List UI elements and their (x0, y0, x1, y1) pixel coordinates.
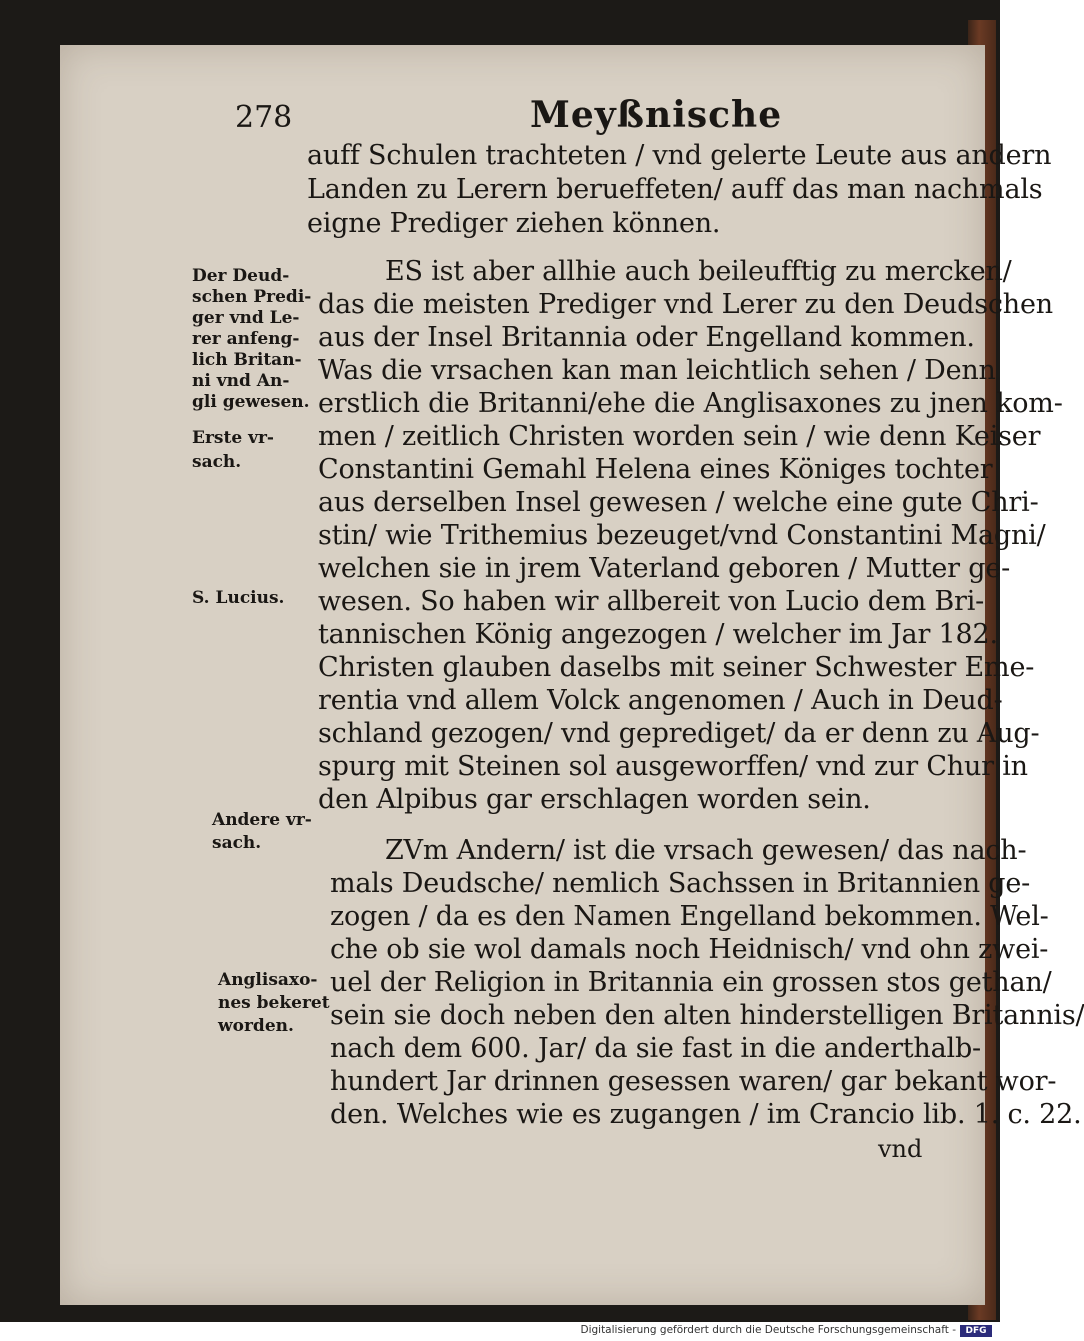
body-line: ZVm Andern/ ist die vrsach gewesen/ das nach- (385, 835, 1027, 866)
body-line: den. Welches wie es zugangen / im Crancio lib. 1. c. 22. (330, 1099, 1082, 1130)
margin-note-line: rer anfeng- (192, 329, 300, 349)
body-line: hundert Jar drinnen gesessen waren/ gar bekant wor- (330, 1066, 1057, 1097)
running-head: Meyßnische (530, 94, 783, 136)
body-line: ES ist aber allhie auch beileufftig zu mercken/ (385, 256, 1012, 287)
margin-note-line: lich Britan- (192, 350, 302, 370)
body-line: Christen glauben daselbs mit seiner Schwester Eme- (318, 652, 1035, 683)
body-line: auff Schulen trachteten / vnd gelerte Leute aus andern (307, 140, 1052, 171)
margin-note-line: Andere vr- (212, 810, 312, 830)
margin-note-line: Der Deud- (192, 266, 290, 286)
margin-note-line: nes bekeret (218, 993, 330, 1013)
margin-note-line: worden. (218, 1016, 294, 1036)
body-line: stin/ wie Trithemius bezeuget/vnd Constantini Magni/ (318, 520, 1046, 551)
catchword: vnd (878, 1135, 923, 1163)
margin-note-line: sach. (212, 833, 262, 853)
body-line: eigne Prediger ziehen können. (307, 208, 721, 239)
margin-note-line: ni vnd An- (192, 371, 290, 391)
body-line: den Alpibus gar erschlagen worden sein. (318, 784, 871, 815)
body-line: aus der Insel Britannia oder Engelland kommen. (318, 322, 975, 353)
footer-credit: Digitalisierung gefördert durch die Deutsche Forschungsgemeinschaft - (580, 1324, 956, 1336)
body-line: erstlich die Britanni/ehe die Anglisaxones zu jnen kom- (318, 388, 1063, 419)
margin-note-line: S. Lucius. (192, 588, 285, 608)
body-line: men / zeitlich Christen worden sein / wie denn Keiser (318, 421, 1041, 452)
margin-note-line: schen Predi- (192, 287, 312, 307)
body-line: Constantini Gemahl Helena eines Königes tochter (318, 454, 993, 485)
body-line: sein sie doch neben den alten hinderstelligen Britannis/ (330, 1000, 1084, 1031)
body-line: mals Deudsche/ nemlich Sachssen in Britannien ge- (330, 868, 1031, 899)
body-line: spurg mit Steinen sol ausgeworffen/ vnd zur Chur in (318, 751, 1028, 782)
margin-note-line: ger vnd Le- (192, 308, 300, 328)
margin-note-line: gli gewesen. (192, 392, 310, 412)
body-line: uel der Religion in Britannia ein grossen stos gethan/ (330, 967, 1052, 998)
body-line: zogen / da es den Namen Engelland bekommen. Wel- (330, 901, 1049, 932)
margin-note-line: Erste vr- (192, 428, 274, 448)
body-line: Landen zu Lerern berueffeten/ auff das man nachmals (307, 174, 1043, 205)
body-line: che ob sie wol damals noch Heidnisch/ vnd ohn zwei- (330, 934, 1049, 965)
body-line: das die meisten Prediger vnd Lerer zu den Deudschen (318, 289, 1053, 320)
body-line: schland gezogen/ vnd geprediget/ da er denn zu Aug- (318, 718, 1040, 749)
dfg-logo: DFG (960, 1325, 992, 1337)
body-line: nach dem 600. Jar/ da sie fast in die anderthalb- (330, 1033, 981, 1064)
body-line: Was die vrsachen kan man leichtlich sehen / Denn (318, 355, 996, 386)
body-line: aus derselben Insel gewesen / welche eine gute Chri- (318, 487, 1039, 518)
body-line: wesen. So haben wir allbereit von Lucio dem Bri- (318, 586, 985, 617)
margin-note-line: sach. (192, 452, 242, 472)
page-number: 278 (235, 100, 293, 135)
margin-note-line: Anglisaxo- (218, 970, 318, 990)
body-line: tannischen König angezogen / welcher im Jar 182. (318, 619, 998, 650)
body-line: rentia vnd allem Volck angenomen / Auch in Deud- (318, 685, 1003, 716)
body-line: welchen sie in jrem Vaterland geboren / Mutter ge- (318, 553, 1011, 584)
